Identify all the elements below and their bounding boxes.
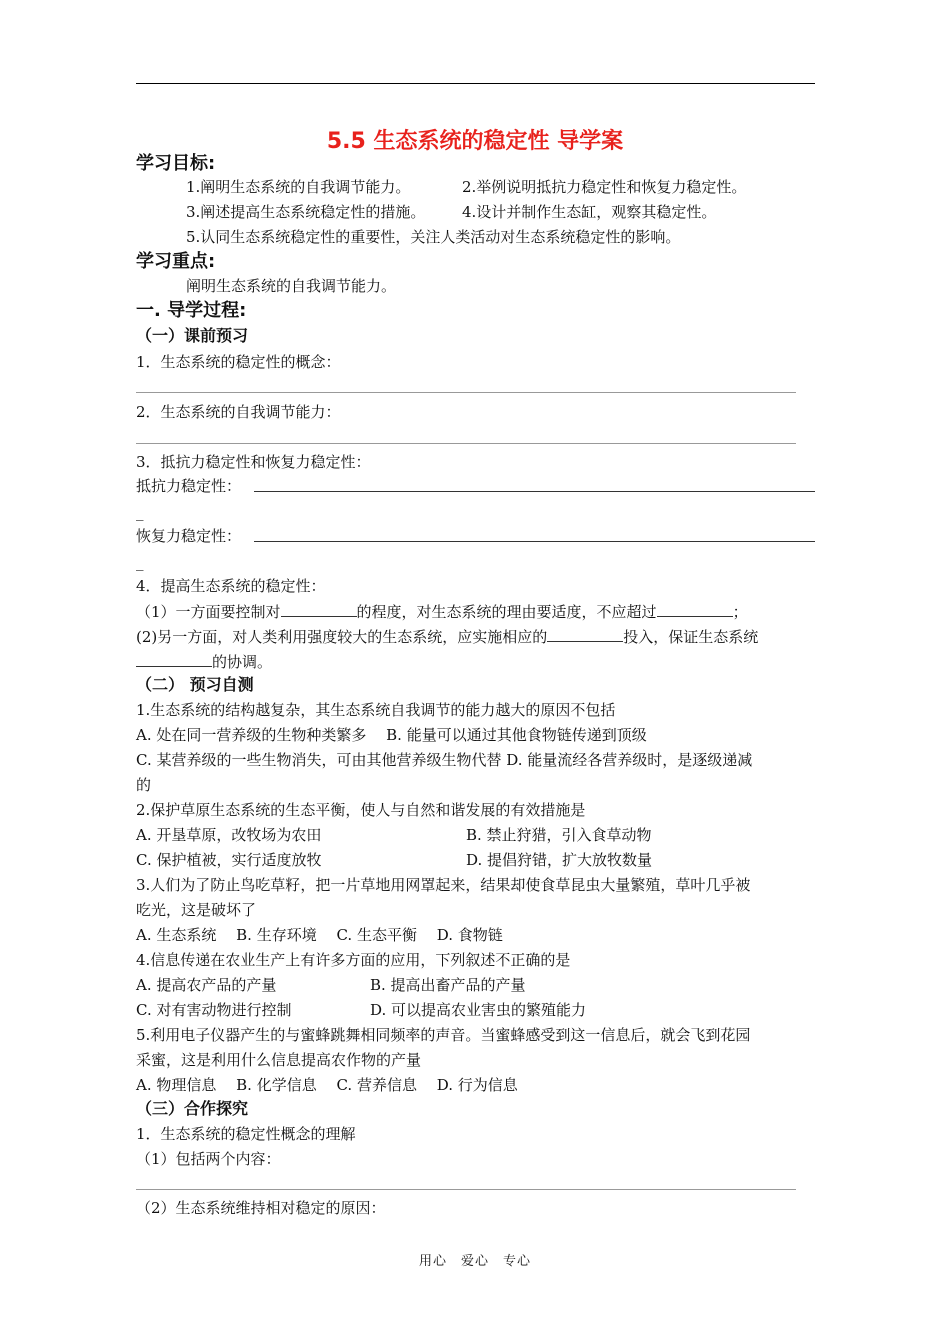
resistance-blank[interactable] — [254, 491, 815, 492]
selftest-q5-options: A. 物理信息 B. 化学信息 C. 营养信息 D. 行为信息 — [136, 1076, 518, 1094]
selftest-q4: 4.信息传递在农业生产上有许多方面的应用，下列叙述不正确的是 — [136, 951, 571, 969]
coop-q1: 1．生态系统的稳定性概念的理解 — [136, 1125, 356, 1143]
q4-1-blank-2[interactable] — [657, 601, 733, 617]
selftest-q2: 2.保护草原生态系统的生态平衡，使人与自然和谐发展的有效措施是 — [136, 801, 586, 819]
page-title: 5.5 生态系统的稳定性 导学案 — [326, 129, 624, 154]
selftest-q1-ab: A. 处在同一营养级的生物种类繁多 B. 能量可以通过其他食物链传递到顶级 — [136, 726, 647, 744]
answer-line-coop[interactable] — [136, 1189, 796, 1190]
selftest-heading: （二） 预习自测 — [136, 675, 254, 694]
focus-text: 阐明生态系统的自我调节能力。 — [186, 277, 397, 295]
goal-2: 2.举例说明抵抗力稳定性和恢复力稳定性。 — [462, 178, 747, 196]
q4-2-text-c: 的协调。 — [212, 653, 273, 671]
selftest-q1: 1.生态系统的结构越复杂，其生态系统自我调节的能力越大的原因不包括 — [136, 701, 616, 719]
selftest-q4-d: D. 可以提高农业害虫的繁殖能力 — [370, 1001, 587, 1019]
q4-2-blank-2[interactable] — [136, 651, 212, 667]
goal-4: 4.设计并制作生态缸，观察其稳定性。 — [462, 203, 717, 221]
selftest-q2-d: D. 提倡狩错，扩大放牧数量 — [466, 851, 653, 869]
process-heading: 一. 导学过程: — [136, 300, 247, 321]
q4-1-text-c: ； — [732, 603, 748, 621]
preview-q4-2-cont — [136, 651, 272, 672]
recovery-dash: _ — [136, 553, 144, 571]
q4-2-text-a: (2)另一方面，对人类利用强度较大的生态系统，应实施相应的 — [136, 628, 548, 646]
preview-q4: 4．提高生态系统的稳定性： — [136, 577, 326, 595]
selftest-q2-b: B. 禁止狩猎，引入食草动物 — [466, 826, 652, 844]
coop-q1-2: （2）生态系统维持相对稳定的原因： — [136, 1199, 386, 1217]
header-rule — [136, 83, 815, 84]
selftest-q1-cd2: 的 — [136, 776, 152, 794]
q4-2-text-b: 投入，保证生态系统 — [623, 628, 759, 646]
answer-line-q1[interactable] — [136, 392, 796, 393]
selftest-q1-cd: C. 某营养级的一些生物消失，可由其他营养级生物代替 D. 能量流经各营养级时，是逐级递减 — [136, 751, 753, 769]
focus-heading: 学习重点: — [136, 251, 216, 272]
q4-1-blank-1[interactable] — [281, 601, 357, 617]
selftest-q4-b: B. 提高出畜产品的产量 — [370, 976, 526, 994]
q4-2-blank-1[interactable] — [547, 626, 623, 642]
recovery-label: 恢复力稳定性： — [136, 527, 242, 545]
preview-heading: （一）课前预习 — [136, 326, 249, 345]
selftest-q3b: 吃光，这是破坏了 — [136, 901, 257, 919]
recovery-blank[interactable] — [254, 541, 815, 542]
selftest-q5b: 采蜜，这是利用什么信息提高农作物的产量 — [136, 1051, 422, 1069]
selftest-q2-a: A. 开垦草原，改牧场为农田 — [136, 826, 322, 844]
goal-5: 5.认同生态系统稳定性的重要性，关注人类活动对生态系统稳定性的影响。 — [186, 228, 681, 246]
selftest-q3: 3.人们为了防止鸟吃草籽，把一片草地用网罩起来，结果却使食草昆虫大量繁殖，草叶几乎被 — [136, 876, 751, 894]
resistance-label: 抵抗力稳定性： — [136, 477, 242, 495]
goal-3: 3.阐述提高生态系统稳定性的措施。 — [186, 203, 426, 221]
selftest-q4-a: A. 提高农产品的产量 — [136, 976, 277, 994]
selftest-q5: 5.利用电子仪器产生的与蜜蜂跳舞相同频率的声音。当蜜蜂感受到这一信息后，就会飞到花园 — [136, 1026, 751, 1044]
resistance-dash: _ — [136, 503, 144, 521]
answer-line-q2[interactable] — [136, 443, 796, 444]
selftest-q4-c: C. 对有害动物进行控制 — [136, 1001, 292, 1019]
goal-1: 1.阐明生态系统的自我调节能力。 — [186, 178, 411, 196]
page-footer: 用心 爱心 专心 — [418, 1254, 531, 1269]
preview-q2: 2．生态系统的自我调节能力： — [136, 403, 341, 421]
q4-1-text-b: 的程度，对生态系统的理由要适度，不应超过 — [356, 603, 657, 621]
preview-q1: 1．生态系统的稳定性的概念： — [136, 353, 341, 371]
coop-q1-1: （1）包括两个内容： — [136, 1150, 281, 1168]
selftest-q2-c: C. 保护植被，实行适度放牧 — [136, 851, 322, 869]
q4-1-text-a: （1）一方面要控制对 — [136, 603, 281, 621]
selftest-q3-options: A. 生态系统 B. 生存环境 C. 生态平衡 D. 食物链 — [136, 926, 503, 944]
preview-q4-1 — [136, 601, 748, 622]
goals-heading: 学习目标: — [136, 153, 216, 174]
coop-heading: （三）合作探究 — [136, 1099, 249, 1118]
preview-q4-2 — [136, 626, 758, 647]
preview-q3: 3．抵抗力稳定性和恢复力稳定性： — [136, 453, 371, 471]
